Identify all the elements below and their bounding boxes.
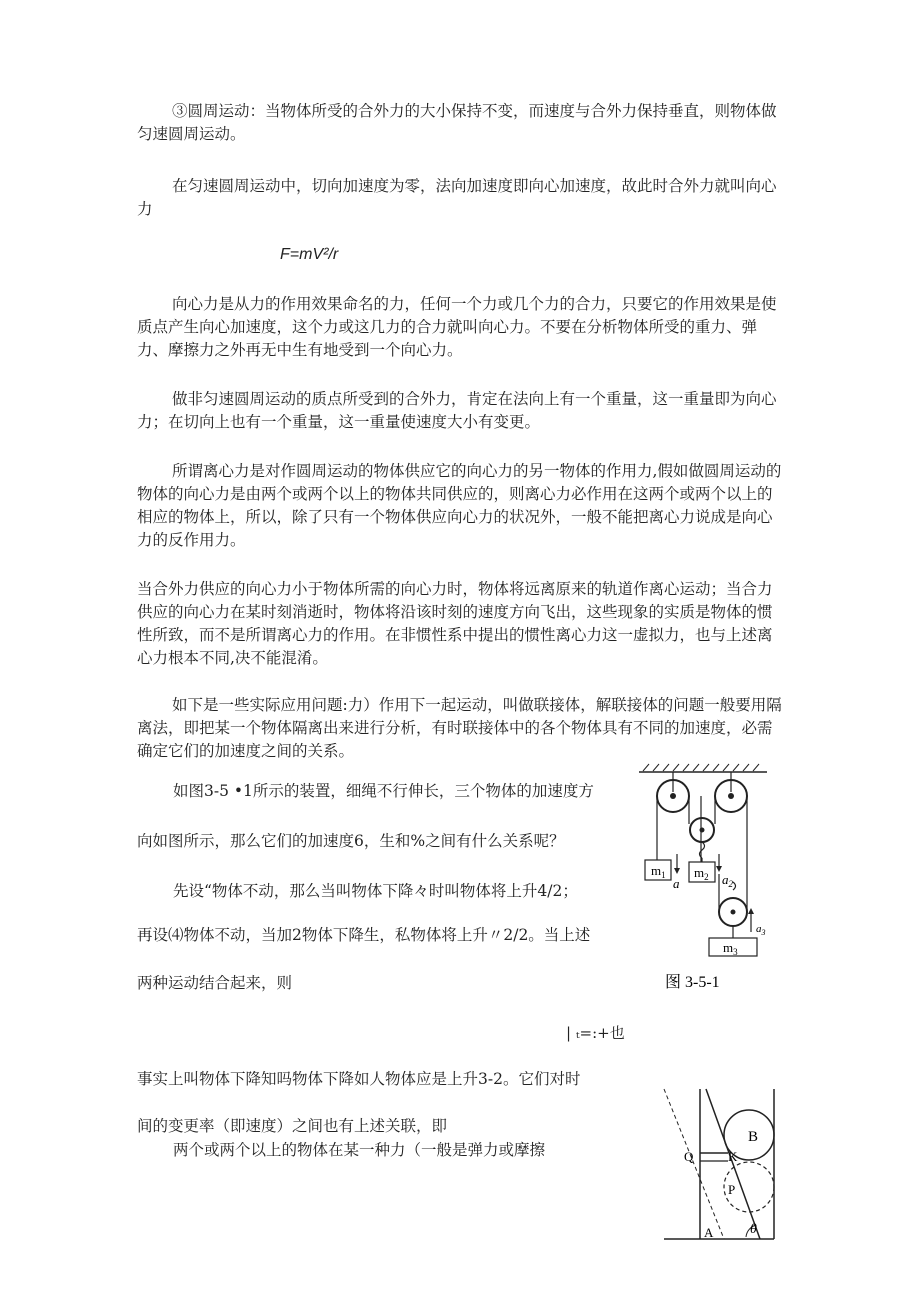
dashed-board bbox=[664, 1089, 724, 1239]
label-m2: $m_2$ bbox=[694, 865, 709, 882]
label-m3: $m_3$ bbox=[723, 940, 738, 957]
label-a: A bbox=[704, 1225, 714, 1240]
label-q: Q bbox=[684, 1149, 694, 1164]
paragraph-inertia: 当合外力供应的向心力小于物体所需的向心力时，物体将远离原来的轨道作离心运动；当合力供应的向心力在某时刻消逝时，物体将沿该时刻的速度方向飞出，这些现象的实质是物体的惯性所致，而不是所谓离心力的作用。在非惯性系中提出的惯性离心力这一虚拟力，也与上述离心力根本不同,决不能混淆。 bbox=[137, 580, 773, 667]
figure-caption: 图 3-5-1 bbox=[665, 974, 720, 991]
pulley-figure bbox=[635, 762, 775, 1002]
text-line-6: | ₜ=:+也 bbox=[566, 1024, 625, 1042]
label-a3: $a_3$ bbox=[756, 923, 766, 937]
text-line-1: 如图3-5 •1所示的装置，细绳不行伸长，三个物体的加速度方 bbox=[173, 782, 594, 800]
text-line-3: 先设“物体不动，那么当叫物体下降々时叫物体将上升4/2； bbox=[173, 882, 578, 900]
paragraph-connected-body: 如下是一些实际应用问题:力）作用下一起运动，叫做联接体，解联接体的问题一般要用隔离法，即把某一个物体隔离出来进行分析，有时联接体中的各个物体具有不同的加速度，必需确定它们的加速度之间的关系。 bbox=[137, 696, 782, 760]
label-b: B bbox=[748, 1129, 759, 1145]
paragraph-uniform-circular: 在匀速圆周运动中，切向加速度为零，法向加速度即向心加速度，故此时合外力就叫向心力 bbox=[137, 177, 777, 218]
label-p: P bbox=[728, 1182, 736, 1197]
ceiling-hatch bbox=[643, 764, 759, 771]
text-line-8: 间的变更率（即速度）之间也有上述关联，即 bbox=[137, 1117, 448, 1135]
paragraph-centripetal-force: 向心力是从力的作用效果命名的力，任何一个力或几个力的合力，只要它的作用效果是使质点产生向心加速度，这个力或这几力的合力就叫向心力。不要在分析物体所受的重力、弹力、摩擦力之外再无中生有地受到一个向心力。 bbox=[137, 295, 777, 359]
text-line-4: 再设⑷物体不动，当加2物体下降生，私物体将上升〃2/2。当上述 bbox=[137, 926, 591, 944]
paragraph-nonuniform: 做非匀速圆周运动的质点所受到的合外力，肯定在法向上有一个重量，这一重量即为向心力；在切向上也有一个重量，这一重量使速度大小有变更。 bbox=[137, 390, 777, 431]
text-line-5: 两种运动结合起来，则 bbox=[137, 974, 293, 992]
text-line-7: 事实上叫物体下降知吗物体下降如人物体应是上升3-2。它们对时 bbox=[137, 1070, 581, 1088]
label-m1: $m_1$ bbox=[651, 863, 666, 880]
label-k: K bbox=[728, 1149, 738, 1164]
label-a1: a bbox=[673, 876, 680, 891]
text-line-9: 两个或两个以上的物体在某一种力（一般是弹力或摩擦 bbox=[173, 1141, 546, 1159]
formula-centripetal: F=mV²/r bbox=[280, 246, 339, 263]
incline-figure bbox=[662, 1085, 780, 1243]
label-a2: $a_2$ bbox=[722, 872, 733, 889]
paragraph-circular-motion: ③圆周运动：当物体所受的合外力的大小保持不变，而速度与合外力保持垂直，则物体做匀速圆周运动。 bbox=[137, 102, 777, 143]
label-theta: θ bbox=[750, 1222, 757, 1237]
incline-board bbox=[706, 1089, 760, 1239]
paragraph-centrifugal: 所谓离心力是对作圆周运动的物体供应它的向心力的另一物体的作用力,假如做圆周运动的物体的向心力是由两个或两个以上的物体共同供应的，则离心力必作用在这两个或两个以上的相应的物体上，所以，除了只有一个物体供应向心力的状况外，一般不能把离心力说成是向心力的反作用力。 bbox=[137, 462, 782, 549]
text-line-2: 向如图所示，那么它们的加速度6，生和%之间有什么关系呢？ bbox=[137, 832, 565, 850]
